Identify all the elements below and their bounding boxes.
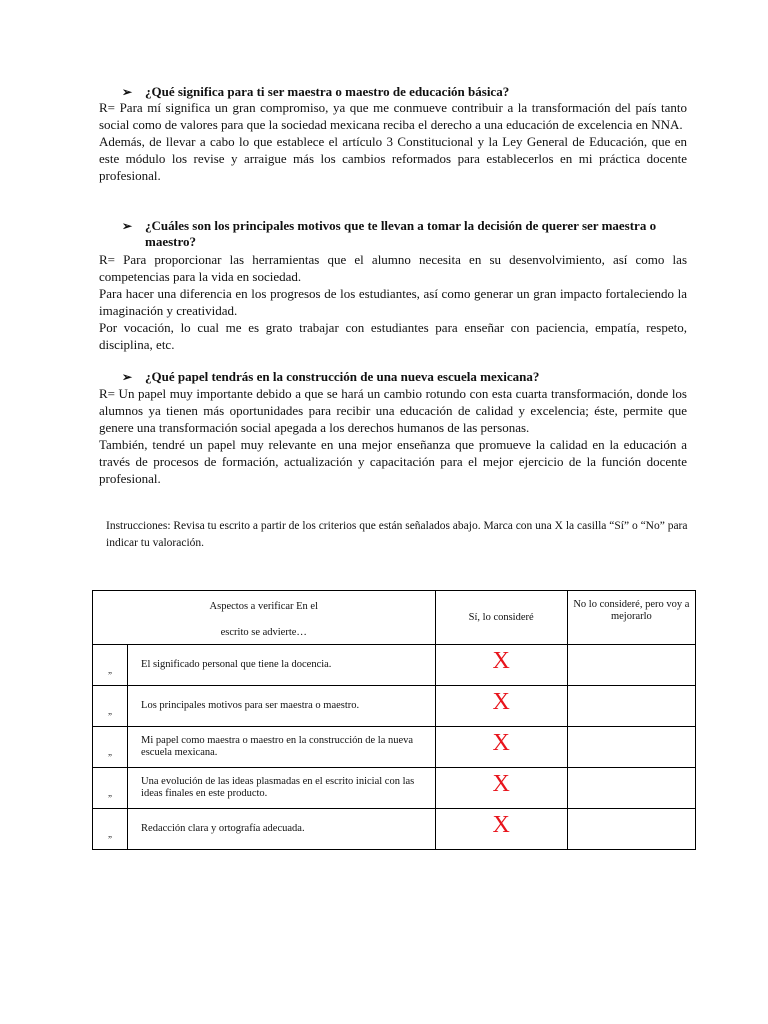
header-aspects-line-1: Aspectos a verificar En el (209, 601, 318, 612)
question-1-heading (122, 84, 688, 100)
answer-1 (99, 99, 687, 184)
x-mark: X (492, 730, 510, 756)
row-aspect: El significado personal que tiene la docencia. (128, 645, 436, 686)
question-2-heading (122, 218, 688, 250)
row-marker: „ (93, 809, 128, 850)
arrow-bullet-icon: ➢ (122, 219, 133, 233)
row-marker: „ (93, 645, 128, 686)
x-mark: X (492, 648, 510, 674)
no-cell[interactable] (567, 768, 695, 809)
table-row (93, 768, 696, 809)
answer-3-paragraph-2: También, tendré un papel muy relevante en una mejor enseñanza que promueve la calidad en la educación a través de procesos de formación, actualización y capacitación para el mejor ejercicio de la función docente profesional. (99, 437, 687, 486)
answer-1-paragraph-2: Además, de llevar a cabo lo que establece el artículo 3 Constitucional y la Ley General de Educación, que en este módulo los revise y arraigue más los cambios reformados para establecerlos en mi práctica docente profesional. (99, 134, 687, 183)
header-no: No lo consideré, pero voy a mejorarlo (567, 591, 695, 645)
yes-cell[interactable] (435, 645, 567, 686)
x-mark: X (492, 771, 510, 797)
row-marker: „ (93, 727, 128, 768)
header-aspects (93, 591, 436, 645)
row-aspect: Los principales motivos para ser maestra o maestro. (128, 686, 436, 727)
header-yes: Sí, lo consideré (435, 591, 567, 645)
row-aspect: Mi papel como maestra o maestro en la construcción de la nueva escuela mexicana. (128, 727, 436, 768)
question-2-text: ¿Cuáles son los principales motivos que te llevan a tomar la decisión de querer ser maestra o maestro? (145, 218, 657, 249)
x-mark: X (492, 689, 510, 715)
no-cell[interactable] (567, 727, 695, 768)
yes-cell[interactable] (435, 768, 567, 809)
no-cell[interactable] (567, 809, 695, 850)
table-row (93, 686, 696, 727)
answer-2-paragraph-3: Por vocación, lo cual me es grato trabajar con estudiantes para enseñar con paciencia, empatía, respeto, disciplina, etc. (99, 320, 687, 352)
yes-cell[interactable] (435, 809, 567, 850)
table-row (93, 809, 696, 850)
no-cell[interactable] (567, 686, 695, 727)
answer-2-paragraph-1: R= Para proporcionar las herramientas que el alumno necesita en su desenvolvimiento, así como las competencias para la vida en sociedad. (99, 252, 687, 284)
question-1-text: ¿Qué significa para ti ser maestra o maestro de educación básica? (145, 84, 510, 99)
answer-2 (99, 251, 687, 353)
instructions: Instrucciones: Revisa tu escrito a partir de los criterios que están señalados abajo. Marca con una X la casilla “Sí” o “No” para indicar tu valoración. (106, 520, 688, 549)
row-aspect: Una evolución de las ideas plasmadas en el escrito inicial con las ideas finales en este producto. (128, 768, 436, 809)
answer-1-paragraph-1: R= Para mí significa un gran compromiso, ya que me conmueve contribuir a la transformación del país tanto social como de valores para que la sociedad mexicana reciba el derecho a una educación de excelencia en NNA. (99, 100, 687, 132)
no-cell[interactable] (567, 645, 695, 686)
x-mark: X (492, 812, 510, 838)
answer-3 (99, 385, 687, 487)
answer-3-paragraph-1: R= Un papel muy importante debido a que se hará un cambio rotundo con esta cuarta transformación, donde los alumnos ya tienen más oportunidades para recibir una educación de calidad y excelencia; éste, permite que genere una transformación social apegada a los derechos humanos de las personas. (99, 386, 687, 435)
row-marker: „ (93, 768, 128, 809)
yes-cell[interactable] (435, 727, 567, 768)
table-row (93, 645, 696, 686)
arrow-bullet-icon: ➢ (122, 370, 133, 384)
header-aspects-line-2: escrito se advierte… (220, 627, 307, 638)
table-header-row (93, 591, 696, 645)
yes-cell[interactable] (435, 686, 567, 727)
row-marker: „ (93, 686, 128, 727)
answer-2-paragraph-2: Para hacer una diferencia en los progresos de los estudiantes, así como generar un gran impacto fortaleciendo la imaginación y creatividad. (99, 286, 687, 318)
arrow-bullet-icon: ➢ (122, 85, 133, 99)
evaluation-table (92, 590, 696, 850)
table-row (93, 727, 696, 768)
question-3-text: ¿Qué papel tendrás en la construcción de una nueva escuela mexicana? (145, 369, 540, 384)
row-aspect: Redacción clara y ortografía adecuada. (128, 809, 436, 850)
question-3-heading (122, 369, 688, 385)
